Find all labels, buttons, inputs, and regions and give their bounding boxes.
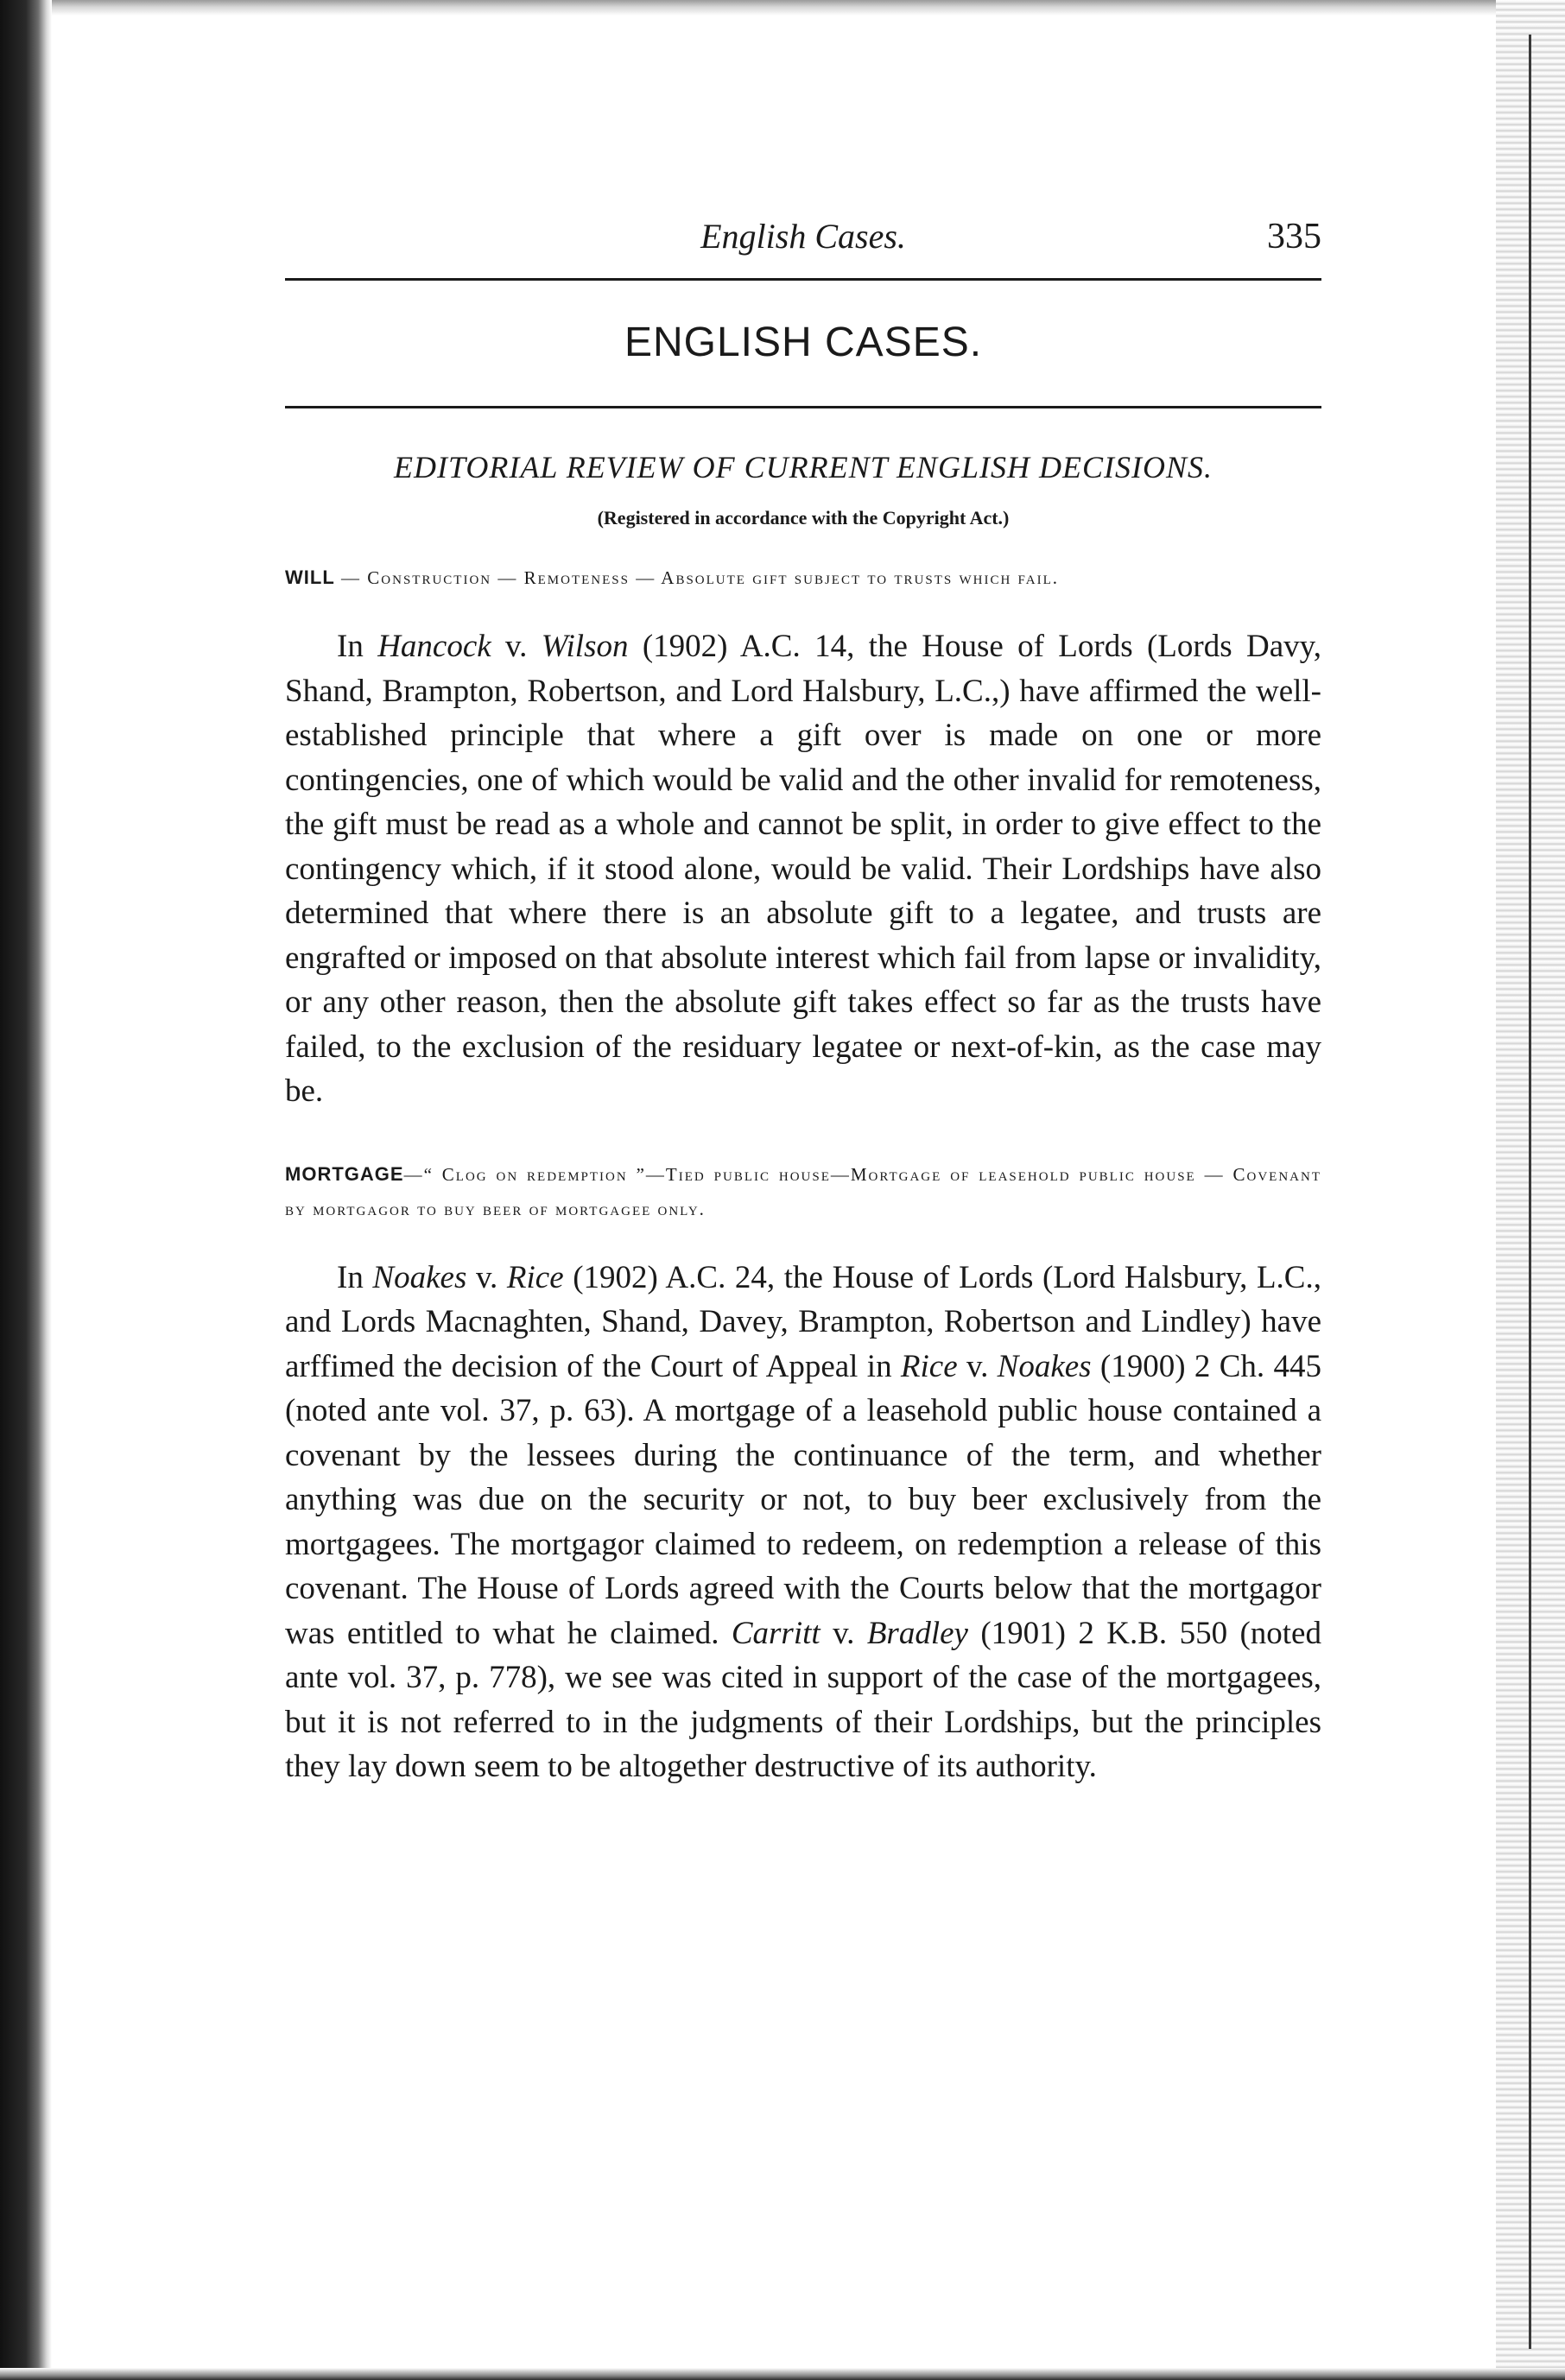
case-paragraph-noakes [285, 1256, 1321, 1789]
case-heading-mortgage [285, 1157, 1321, 1226]
case-party: Rice [900, 1348, 958, 1384]
section-title: ENGLISH CASES. [624, 320, 983, 365]
text-run: (1902) A.C. 14, the House of Lords (Lords Davy, Shand, Brampton, Robertson, and Lord Halsbury, L.C.,) have affirmed the well-established principle that where a gift over is made on one or more contingencies, one of which would be valid and the other invalid for remoteness, the gift must be read as a whole and cannot be split, in order to give effect to the contingency which, if it stood alone, would be valid. Their Lordships have also determined that where there is an absolute gift to a legatee, and trusts are engrafted or imposed on that absolute interest which fail from lapse or invalidity, or any other reason, then the absolute gift takes effect so far as the trusts have failed, to the exclusion of the residuary legatee or next-of-kin, as the case may be. [285, 629, 1321, 1109]
case-paragraph-hancock [285, 624, 1321, 1114]
page-number: 335 [1267, 217, 1321, 256]
scan-left-edge [0, 0, 52, 2380]
page-content [285, 216, 1321, 1832]
text-run: (1902) A.C. 24, the House of Lords (Lord Halsbury, L.C., and Lords Macnaghten, Shand, Davey, Brampton, Robertson and Lindley) have arffimed the decision of the Court of Appeal in [285, 1259, 1321, 1384]
case-party: Noakes [997, 1348, 1092, 1384]
text-run: v. [957, 1348, 998, 1384]
text-run: (1901) 2 K.B. 550 (noted ante vol. 37, p. 778), we see was cited in support of the case of the mortgagees, but it is not referred to in the judgments of their Lordships, but the principles they lay down seem to be altogether destructive of its authority. [285, 1615, 1321, 1784]
editorial-subtitle: EDITORIAL REVIEW OF CURRENT ENGLISH DECISIONS. [394, 450, 1213, 484]
text-run: (1900) 2 Ch. 445 (noted ante vol. 37, p. 63). A mortgage of a leasehold public house contained a covenant by the lessees during the continuance of the term, and whether anything was due on the security or not, to buy beer exclusively from the mortgagees. The mortgagor claimed to redeem, on redemption a release of this covenant. The House of Lords agreed with the Courts below that the mortgagor was entitled to what he claimed. [285, 1348, 1321, 1651]
copyright-note: (Registered in accordance with the Copyright Act.) [597, 507, 1010, 529]
section-rule [285, 406, 1321, 408]
text-run: v. [466, 1259, 507, 1295]
case-heading-key: WILL [285, 567, 335, 588]
case-heading-topics: —“ Clog on redemption ”—Tied public house—Mortgage of leasehold public house — Covenant by mortgagor to buy beer of mortgagee only. [285, 1163, 1321, 1219]
scan-bottom-edge [0, 2368, 1565, 2380]
case-party: Noakes [372, 1259, 467, 1295]
text-run: In [337, 629, 378, 664]
case-party: Bradley [866, 1615, 968, 1651]
case-party: Rice [506, 1259, 564, 1295]
header-rule [285, 278, 1321, 281]
scan-top-edge [0, 0, 1565, 16]
text-run: v. [820, 1615, 867, 1651]
case-heading-will [285, 560, 1321, 595]
case-heading-key: MORTGAGE [285, 1162, 404, 1185]
text-run: v. [491, 629, 542, 664]
case-party: Wilson [541, 629, 629, 664]
running-title: English Cases. [700, 217, 906, 256]
case-party: Hancock [377, 629, 491, 664]
case-party: Carritt [731, 1615, 821, 1651]
running-head [285, 216, 1321, 271]
case-heading-topics: — Construction — Remoteness — Absolute gift subject to trusts which fail. [334, 567, 1060, 588]
scan-right-border [1529, 35, 1531, 2349]
text-run: In [337, 1259, 373, 1295]
